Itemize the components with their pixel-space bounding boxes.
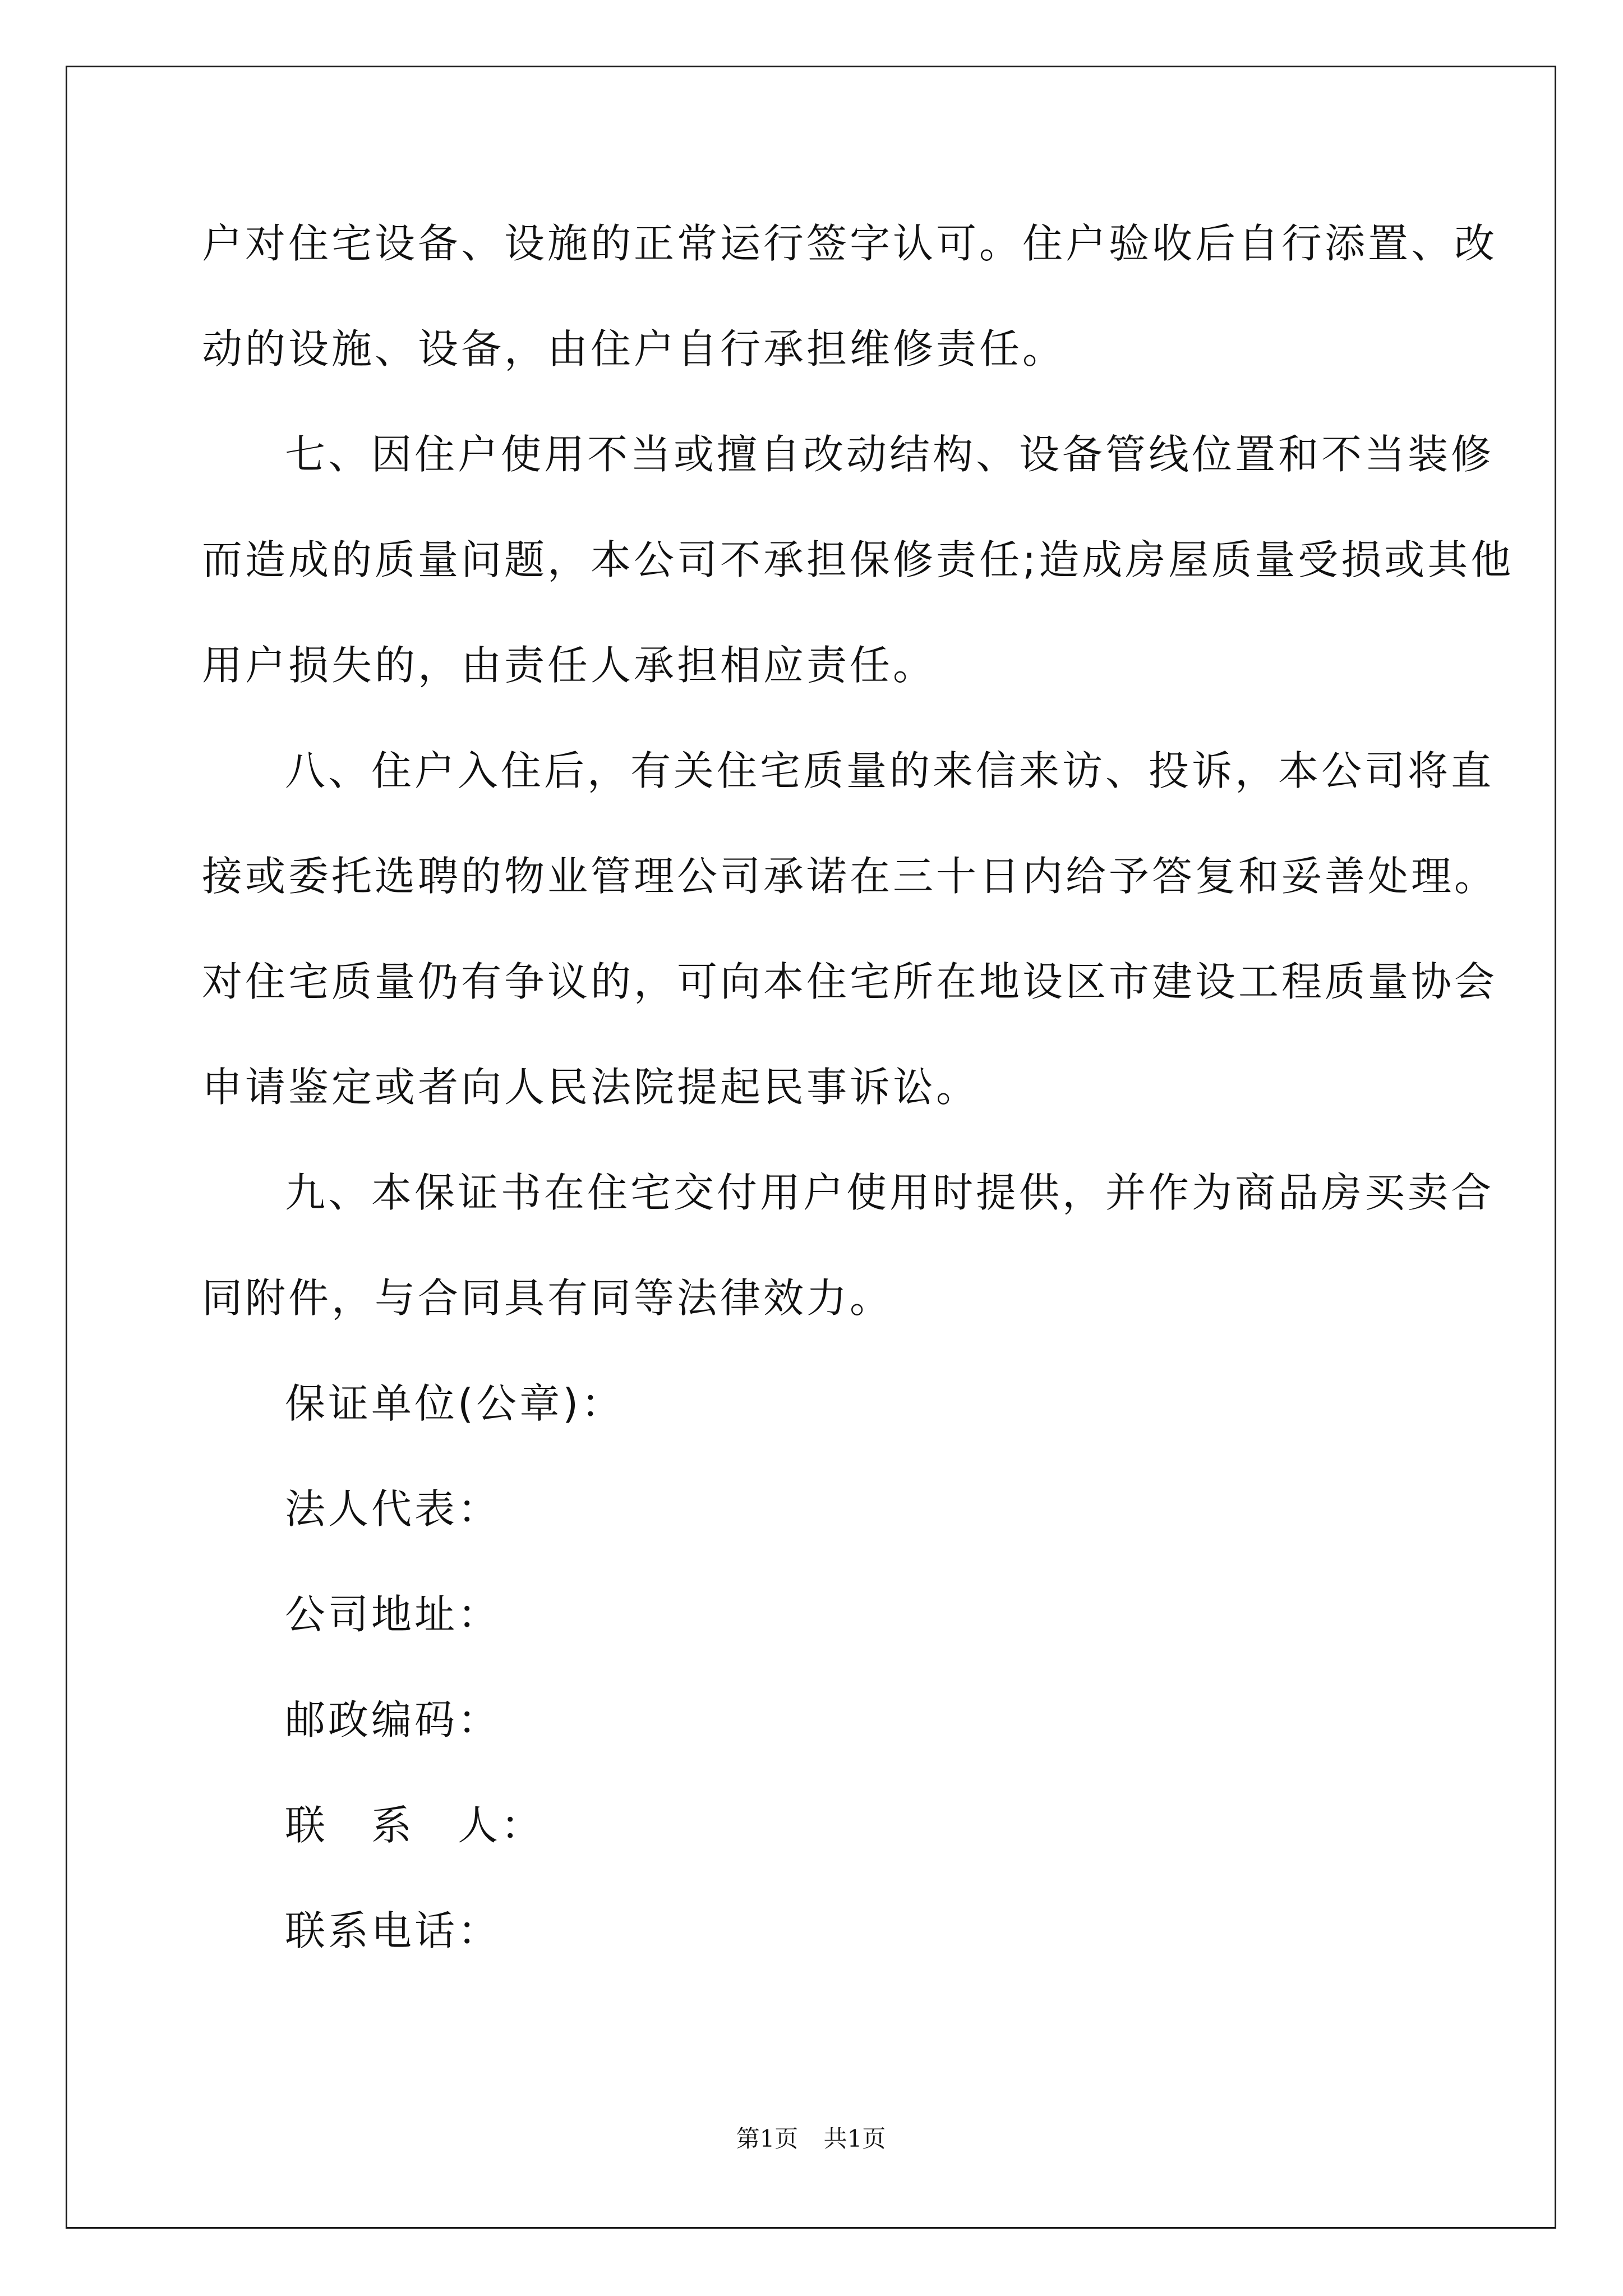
text-line: 对住宅质量仍有争议的，可向本住宅所在地设区市建设工程质量协会	[202, 958, 1498, 1005]
paragraph-continuation	[202, 191, 1498, 402]
text-line: 九、本保证书在住宅交付用户使用时提供，并作为商品房买卖合	[285, 1169, 1495, 1216]
text-line: 动的设施、设备，由住户自行承担维修责任。	[202, 325, 1066, 372]
page-footer	[67, 2120, 1555, 2154]
paragraph-clause-9	[202, 1140, 1495, 1351]
page-number: 第1页	[736, 2125, 799, 2152]
field-legal-representative: 法人代表：	[285, 1485, 501, 1533]
text-line: 七、因住户使用不当或擅自改动结构、设备管线位置和不当装修	[285, 431, 1495, 478]
text-line: 八、住户入住后，有关住宅质量的来信来访、投诉，本公司将直	[285, 747, 1495, 794]
page-total: 共1页	[823, 2125, 886, 2152]
page-frame	[66, 66, 1556, 2229]
field-contact-phone: 联系电话：	[285, 1907, 501, 1954]
document-body	[202, 191, 1514, 1984]
text-line: 接或委托选聘的物业管理公司承诺在三十日内给予答复和妥善处理。	[202, 853, 1498, 900]
field-contact-person: 联 系 人：	[285, 1802, 545, 1849]
text-line: 申请鉴定或者向人民法院提起民事诉讼。	[202, 1064, 980, 1111]
field-postal-code: 邮政编码：	[285, 1696, 501, 1743]
text-line: 用户损失的，由责任人承担相应责任。	[202, 642, 937, 689]
paragraph-clause-8	[202, 718, 1498, 1140]
text-line: 同附件，与合同具有同等法律效力。	[202, 1274, 893, 1322]
field-company-address: 公司地址：	[285, 1591, 501, 1638]
text-line: 户对住宅设备、设施的正常运行签字认可。住户验收后自行添置、改	[202, 220, 1498, 267]
text-line: 而造成的质量问题，本公司不承担保修责任;造成房屋质量受损或其他	[202, 536, 1514, 583]
field-guarantor-unit: 保证单位(公章)：	[285, 1380, 625, 1427]
paragraph-clause-7	[202, 402, 1514, 718]
signature-fields	[202, 1351, 1492, 1984]
